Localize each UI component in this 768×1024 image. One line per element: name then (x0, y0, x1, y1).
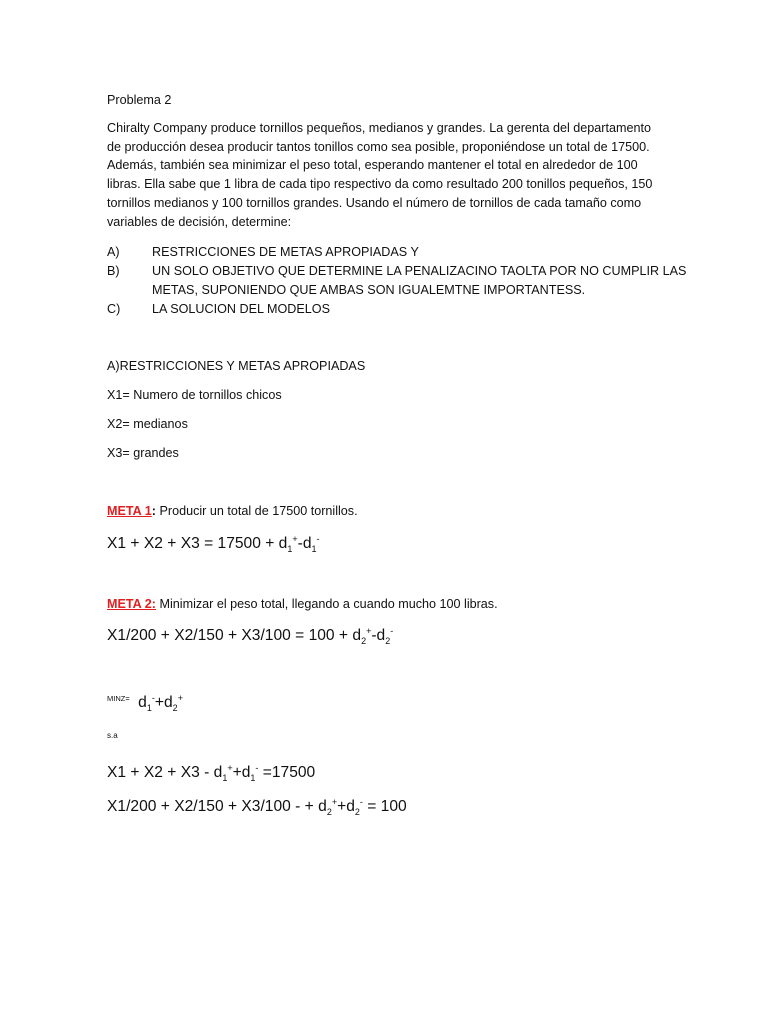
equation-operator: - (297, 535, 303, 552)
deviation-subscript: 2 (354, 807, 360, 818)
problem-heading: Problema 2 (107, 93, 172, 107)
deviation-subscript: 1 (222, 773, 228, 784)
section-a-title: A)RESTRICCIONES Y METAS APROPIADAS (107, 359, 366, 373)
equation-operator: - (371, 627, 377, 644)
deviation-superscript: + (366, 625, 372, 636)
equation-main: X1/200 + X2/150 + X3/100 = 100 + (107, 627, 353, 644)
deviation-symbol: d (163, 694, 173, 711)
equation-operator: + (154, 694, 164, 711)
deviation-superscript: - (151, 692, 155, 703)
variable-definition: X1= Numero de tornillos chicos (107, 388, 282, 402)
equation-operator: + (337, 798, 347, 815)
meta2-statement (107, 595, 498, 614)
intro-line: Chiralty Company produce tornillos pequeños, medianos y grandes. La gerenta del departamento (107, 121, 651, 135)
intro-line: tornillos medianos y 100 tornillos grandes. Usando el número de tornillos de cada tamaño como (107, 195, 642, 210)
equation-rhs: =17500 (258, 764, 316, 781)
list-item-text: METAS, SUPONIENDO QUE AMBAS SON IGUALEMTNE IMPORTANTESS. (152, 283, 586, 297)
deviation-superscript: + (227, 762, 233, 773)
intro-line: variables de decisión, determine: (107, 214, 292, 229)
meta2-text: Minimizar el peso total, llegando a cuando mucho 100 libras. (155, 597, 498, 611)
objective-function (107, 694, 183, 712)
list-item-text: UN SOLO OBJETIVO QUE DETERMINE LA PENALIZACINO TAOLTA POR NO CUMPLIR LAS (152, 264, 687, 278)
objective-expression (138, 692, 183, 714)
constraint-1 (107, 764, 315, 782)
deviation-superscript: - (316, 533, 320, 544)
meta1-statement (107, 502, 358, 521)
deviation-superscript: + (292, 533, 298, 544)
meta2-label: META 2: (107, 597, 156, 611)
deviation-symbol: d (302, 535, 312, 552)
deviation-symbol: d (376, 627, 386, 644)
deviation-symbol: d (318, 798, 327, 815)
deviation-symbol: d (346, 798, 355, 815)
deviation-superscript: - (255, 762, 259, 773)
meta2-equation (107, 627, 393, 645)
deviation-subscript: 1 (287, 544, 293, 555)
list-item-text: LA SOLUCION DEL MODELOS (152, 302, 330, 316)
deviation-symbol: d (352, 627, 362, 644)
deviation-superscript: - (359, 796, 363, 807)
equation-rhs: = 100 (362, 798, 407, 815)
deviation-subscript: 1 (250, 773, 256, 784)
intro-paragraph (107, 119, 653, 231)
deviation-symbol: d (241, 764, 251, 781)
subject-to-label: s.a (107, 731, 118, 740)
equation-main: X1/200 + X2/150 + X3/100 - + (107, 798, 319, 815)
intro-line: Además, también sea minimizar el peso total, esperando mantener el total en alrededor de 100 (107, 158, 638, 173)
list-marker: C) (107, 302, 121, 316)
list-item-text: RESTRICCIONES DE METAS APROPIADAS Y (152, 245, 419, 259)
variable-definition: X3= grandes (107, 446, 179, 460)
objective-label: MINZ= (107, 694, 130, 703)
deviation-superscript: + (177, 692, 183, 703)
intro-line: libras. Ella sabe que 1 libra de cada tipo respectivo da como resultado 200 tonillos pequeños, 150 (107, 177, 653, 192)
meta1-label: META 1 (107, 504, 152, 518)
list-marker: A) (107, 245, 120, 259)
meta1-text: Producir un total de 17500 tornillos. (155, 504, 358, 518)
meta1-colon: : (151, 504, 156, 518)
deviation-symbol: d (138, 694, 147, 711)
deviation-symbol: d (213, 764, 223, 781)
deviation-subscript: 2 (172, 703, 178, 714)
meta1-equation (107, 535, 320, 553)
constraint-2 (107, 798, 407, 816)
variable-definition: X2= medianos (107, 417, 188, 431)
equation-main: X1 + X2 + X3 = 17500 + (107, 535, 279, 552)
intro-line: de producción desea producir tantos tonillos como sea posible, proponiéndose un total de 17500. (107, 139, 650, 154)
deviation-symbol: d (278, 535, 288, 552)
list-marker: B) (107, 264, 120, 278)
equation-main: X1 + X2 + X3 - (107, 764, 214, 781)
deviation-subscript: 1 (311, 544, 317, 555)
deviation-subscript: 2 (385, 636, 391, 647)
deviation-superscript: + (331, 796, 338, 807)
deviation-superscript: - (390, 625, 394, 636)
deviation-subscript: 1 (146, 703, 152, 714)
equation-operator: + (232, 764, 242, 781)
deviation-subscript: 2 (326, 807, 332, 818)
deviation-subscript: 2 (361, 636, 367, 647)
